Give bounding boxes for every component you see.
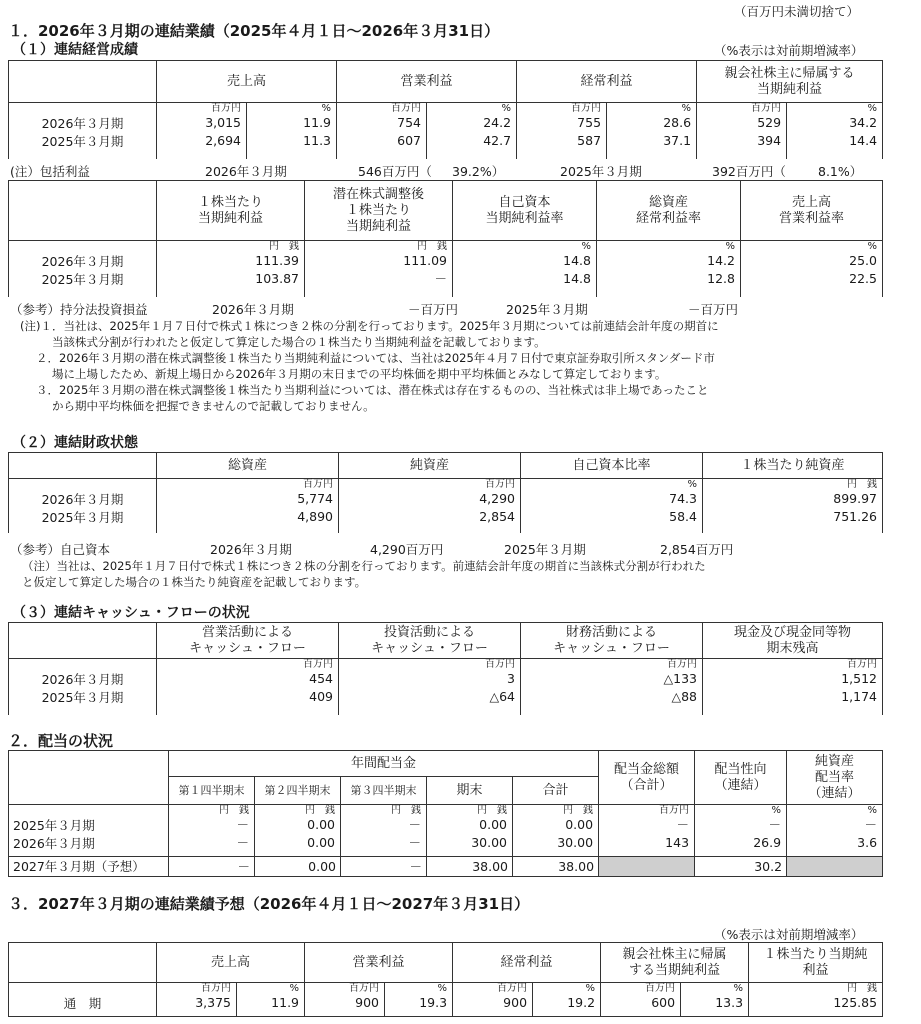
header-total: 合計 xyxy=(513,777,599,805)
comp-income-2025-pct: 8.1%） xyxy=(818,164,863,179)
row-label-2025: 2025年３月期 xyxy=(41,134,124,149)
note-2-line1: ２．2026年３月期の潜在株式調整後１株当たり当期純利益については、当社は2025年４月７日付で東京証券取引所スタンダード市 xyxy=(36,351,715,365)
header-investing-cf: 投資活動による キャッシュ・フロー xyxy=(339,623,521,659)
cell: 0.00 xyxy=(255,857,341,877)
col-investing-cf: 百万円 3 △64 xyxy=(339,659,521,715)
col-roe: % 14.8 14.8 xyxy=(453,241,597,297)
header-q1: 第１四半期末 xyxy=(169,777,255,805)
equity-ref-2026-label: 2026年３月期 xyxy=(210,542,292,557)
note-1-line2: 当該株式分割が行われたと仮定して算定した場合の１株当たり当期純利益を記載しております。 xyxy=(52,335,546,349)
row-label-2026: 2026年３月期 xyxy=(41,116,124,131)
forecast-title: ３．2027年３月期の連結業績予想（2026年４月１日～2027年３月31日） xyxy=(8,895,530,913)
fc-header-eps: １株当たり当期純 利益 xyxy=(749,943,883,983)
section1-title: １．2026年３月期の連結業績（2025年４月１日～2026年３月31日） xyxy=(8,22,500,40)
header-eps: １株当たり 当期純利益 xyxy=(157,181,305,241)
header-roe: 自己資本 当期純利益率 xyxy=(453,181,597,241)
fc-col-op: 百万円 900 xyxy=(305,983,385,1017)
col-operating-cf: 百万円 454 409 xyxy=(157,659,339,715)
corner-cell xyxy=(9,943,157,983)
fc-header-ord: 経常利益 xyxy=(453,943,601,983)
header-equity-ratio: 自己資本比率 xyxy=(521,453,703,479)
cell: 38.00 xyxy=(427,857,513,877)
note-3-line1: ３．2025年３月期の潜在株式調整後１株当たり当期利益については、潜在株式は存在するものの、当社株式は非上場であったこと xyxy=(36,383,709,397)
fc-col-op-pct: % 19.3 xyxy=(385,983,453,1017)
header-q3: 第３四半期末 xyxy=(341,777,427,805)
col-sales-pct: % 11.9 11.3 xyxy=(247,103,337,159)
fc-header-ni: 親会社株主に帰属 する当期純利益 xyxy=(601,943,749,983)
header-operating-cf: 営業活動による キャッシュ・フロー xyxy=(157,623,339,659)
col-payout-ratio: % － 26.9 xyxy=(695,805,787,857)
comp-income-2025-value: 392百万円（ xyxy=(712,164,786,179)
header-financing-cf: 財務活動による キャッシュ・フロー xyxy=(521,623,703,659)
comp-income-2026-pct: 39.2%） xyxy=(452,164,505,179)
col-ord: 百万円 755 587 xyxy=(517,103,607,159)
forecast-pct-note: （%表示は対前期増減率） xyxy=(714,927,864,942)
header-q2: 第２四半期末 xyxy=(255,777,341,805)
equity-method-2026-label: 2026年３月期 xyxy=(212,302,294,317)
col-total-assets: 百万円 5,774 4,890 xyxy=(157,479,339,533)
col-ord-pct: % 28.6 37.1 xyxy=(607,103,697,159)
header-net-income: 親会社株主に帰属する 当期純利益 xyxy=(697,61,883,103)
header-diluted-eps: 潜在株式調整後 １株当たり 当期純利益 xyxy=(305,181,453,241)
operating-results-table xyxy=(8,60,883,159)
col-equity-ratio: % 74.3 58.4 xyxy=(521,479,703,533)
corner-cell xyxy=(9,61,157,103)
equity-method-2025-label: 2025年３月期 xyxy=(506,302,588,317)
row-labels xyxy=(9,103,157,159)
col-financing-cf: 百万円 △133 △88 xyxy=(521,659,703,715)
fin-note-line1: （注）当社は、2025年１月７日付で株式１株につき２株の分割を行っております。前連結会計年度の期首に当該株式分割が行われた xyxy=(22,559,706,573)
equity-ref-2026-value: 4,290百万円 xyxy=(370,542,444,557)
col-dividend-total: 百万円 － 143 xyxy=(599,805,695,857)
comp-income-label: (注）包括利益 xyxy=(10,164,90,179)
header-cash-balance: 現金及び現金同等物 期末残高 xyxy=(703,623,883,659)
cash-flow-title: （３）連結キャッシュ・フローの状況 xyxy=(12,605,250,621)
equity-method-label: （参考）持分法投資損益 xyxy=(10,302,148,317)
equity-ref-label: （参考）自己資本 xyxy=(10,542,111,557)
equity-method-2025-value: －百万円 xyxy=(688,302,739,317)
operating-results-title: （１）連結経営成績 xyxy=(12,42,138,58)
cell: － xyxy=(169,857,255,877)
col-sales: 百万円 3,015 2,694 xyxy=(157,103,247,159)
row-labels: 2025年３月期 2026年３月期 xyxy=(9,805,169,857)
col-cash-balance: 百万円 1,512 1,174 xyxy=(703,659,883,715)
comp-income-2026-value: 546百万円（ xyxy=(358,164,432,179)
fc-col-ord: 百万円 900 xyxy=(453,983,533,1017)
cell: 30.2 xyxy=(695,857,787,877)
header-operating-profit: 営業利益 xyxy=(337,61,517,103)
cell: － xyxy=(341,857,427,877)
col-nav-ratio: % － 3.6 xyxy=(787,805,883,857)
fc-col-sales-pct: % 11.9 xyxy=(237,983,305,1017)
col-q2: 円 銭 0.00 0.00 xyxy=(255,805,341,857)
equity-method-2026-value: －百万円 xyxy=(408,302,459,317)
col-eps: 円 銭 111.39 103.87 xyxy=(157,241,305,297)
dividends-title: ２．配当の状況 xyxy=(8,732,114,750)
fc-col-ni: 百万円 600 xyxy=(601,983,681,1017)
corner-cell xyxy=(9,623,157,659)
header-sales: 売上高 xyxy=(157,61,337,103)
comp-income-2025-label: 2025年３月期 xyxy=(560,164,642,179)
per-share-table xyxy=(8,180,883,297)
fin-note-line2: と仮定して算定した場合の１株当たり純資産を記載しております。 xyxy=(22,575,367,589)
col-ni: 百万円 529 394 xyxy=(697,103,787,159)
fc-col-sales: 百万円 3,375 xyxy=(157,983,237,1017)
header-net-assets: 純資産 xyxy=(339,453,521,479)
fc-col-ord-pct: % 19.2 xyxy=(533,983,601,1017)
header-nav-dividend-ratio: 純資産 配当率 （連結） xyxy=(787,751,883,805)
shaded-cell xyxy=(599,857,695,877)
comp-income-2026-label: 2026年３月期 xyxy=(205,164,287,179)
cash-flow-table xyxy=(8,622,883,715)
col-q3: 円 銭 － － xyxy=(341,805,427,857)
header-roa: 総資産 経常利益率 xyxy=(597,181,741,241)
col-diluted-eps: 円 銭 111.09 － xyxy=(305,241,453,297)
col-roa: % 14.2 12.8 xyxy=(597,241,741,297)
col-q1: 円 銭 － － xyxy=(169,805,255,857)
forecast-dividend-row xyxy=(9,857,883,877)
row-labels: 2026年３月期 2025年３月期 xyxy=(9,479,157,533)
col-bps: 円 銭 899.97 751.26 xyxy=(703,479,883,533)
corner-cell xyxy=(9,181,157,241)
header-dividend-total: 配当金総額 （合計） xyxy=(599,751,695,805)
fc-row-label: 通 期 xyxy=(63,996,102,1011)
equity-ref-2025-label: 2025年３月期 xyxy=(504,542,586,557)
forecast-table xyxy=(8,942,883,1017)
col-op-pct: % 24.2 42.7 xyxy=(427,103,517,159)
header-ordinary-profit: 経常利益 xyxy=(517,61,697,103)
header-total-assets: 総資産 xyxy=(157,453,339,479)
pct-note: （%表示は対前期増減率） xyxy=(714,43,864,58)
col-total: 円 銭 0.00 30.00 xyxy=(513,805,599,857)
row-labels: 2026年３月期 2025年３月期 xyxy=(9,659,157,715)
row-labels xyxy=(9,983,157,1017)
col-net-assets: 百万円 4,290 2,854 xyxy=(339,479,521,533)
row-labels: 2026年３月期 2025年３月期 xyxy=(9,241,157,297)
dividends-table xyxy=(8,750,883,877)
fc-col-eps: 円 銭 125.85 xyxy=(749,983,883,1017)
header-op-margin: 売上高 営業利益率 xyxy=(741,181,883,241)
header-annual-dividend: 年間配当金 xyxy=(169,751,599,777)
col-op: 百万円 754 607 xyxy=(337,103,427,159)
financial-position-title: （２）連結財政状態 xyxy=(12,435,138,451)
cell: 38.00 xyxy=(513,857,599,877)
fc-header-sales: 売上高 xyxy=(157,943,305,983)
corner-cell xyxy=(9,453,157,479)
col-ni-pct: % 34.2 14.4 xyxy=(787,103,883,159)
unit-note: （百万円未満切捨て） xyxy=(734,4,860,19)
corner-cell xyxy=(9,751,169,805)
equity-ref-2025-value: 2,854百万円 xyxy=(660,542,734,557)
header-year-end: 期末 xyxy=(427,777,513,805)
col-op-margin: % 25.0 22.5 xyxy=(741,241,883,297)
fc-col-ni-pct: % 13.3 xyxy=(681,983,749,1017)
row-label-2027: 2027年３月期（予想） xyxy=(9,857,169,877)
shaded-cell xyxy=(787,857,883,877)
note-1-line1: (注)１．当社は、2025年１月７日付で株式１株につき２株の分割を行っております。2025年３月期については前連結会計年度の期首に xyxy=(20,319,719,333)
header-bps: １株当たり純資産 xyxy=(703,453,883,479)
note-2-line2: 場に上場したため、新規上場日から2026年３月期の末日までの平均株価を期中平均株価とみなして算定しております。 xyxy=(52,367,667,381)
note-3-line2: から期中平均株価を把握できませんので記載しておりません。 xyxy=(52,399,375,413)
financial-position-table xyxy=(8,452,883,533)
col-year-end: 円 銭 0.00 30.00 xyxy=(427,805,513,857)
header-payout-ratio: 配当性向 （連結） xyxy=(695,751,787,805)
fc-header-op: 営業利益 xyxy=(305,943,453,983)
